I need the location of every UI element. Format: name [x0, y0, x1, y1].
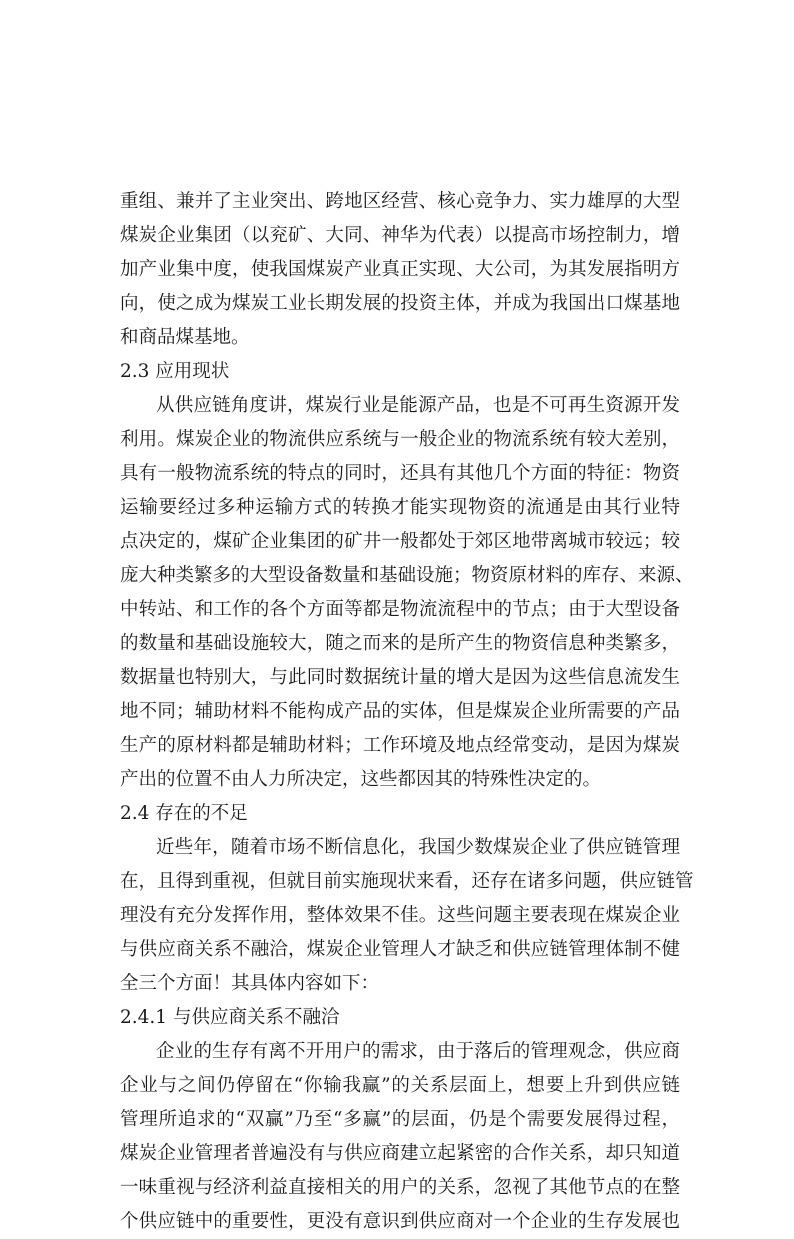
text-line: 从供应链角度讲，煤炭行业是能源产品，也是不可再生资源开发 [156, 395, 680, 416]
paragraph-consolidation [120, 185, 680, 355]
paragraph-application-status [120, 389, 694, 797]
text-line: 全三个方面！其具体内容如下： [120, 973, 380, 994]
paragraph-shortcomings [120, 831, 694, 1001]
text-line: 与供应商关系不融洽，煤炭企业管理人才缺乏和供应链管理体制不健 [120, 939, 680, 960]
text-line: 加产业集中度，使我国煤炭产业真正实现、大公司，为其发展指明方 [120, 259, 680, 280]
text-line: 管理所追求的“双赢”乃至“多赢”的层面，仍是个需要发展得过程， [120, 1109, 680, 1130]
text-line: 企业的生存有离不开用户的需求，由于落后的管理观念，供应商 [156, 1041, 680, 1062]
text-line: 产出的位置不由人力所决定，这些都因其的特殊性决定的。 [120, 769, 602, 790]
text-line: 庞大种类繁多的大型设备数量和基础设施；物资原材料的库存、来源、 [120, 565, 694, 586]
text-line: 煤炭企业集团（以兖矿、大同、神华为代表）以提高市场控制力，增 [120, 225, 680, 246]
text-line: 中转站、和工作的各个方面等都是物流流程中的节点；由于大型设备 [120, 599, 680, 620]
text-line: 利用。煤炭企业的物流供应系统与一般企业的物流系统有较大差别， [120, 429, 680, 450]
text-line: 煤炭企业管理者普遍没有与供应商建立起紧密的合作关系，却只知道 [120, 1143, 680, 1164]
section-heading-2-4-1: 2.4.1 与供应商关系不融洽 [120, 1007, 340, 1028]
text-line: 一味重视与经济利益直接相关的用户的关系，忽视了其他节点的在整 [120, 1177, 680, 1198]
document-body [120, 185, 694, 1239]
text-line: 理没有充分发挥作用，整体效果不佳。这些问题主要表现在煤炭企业 [120, 905, 680, 926]
paragraph-supplier-relations [120, 1035, 680, 1239]
text-line: 运输要经过多种运输方式的转换才能实现物资的流通是由其行业特 [120, 497, 680, 518]
section-heading-2-4: 2.4 存在的不足 [120, 803, 248, 824]
text-line: 重组、兼并了主业突出、跨地区经营、核心竞争力、实力雄厚的大型 [120, 191, 680, 212]
text-line: 数据量也特别大，与此同时数据统计量的增大是因为这些信息流发生 [120, 667, 680, 688]
text-line: 和商品煤基地。 [120, 327, 250, 348]
text-line: 企业与之间仍停留在“你输我赢”的关系层面上，想要上升到供应链 [120, 1075, 680, 1096]
text-line: 个供应链中的重要性，更没有意识到供应商对一个企业的生存发展也 [120, 1211, 680, 1232]
text-line: 向，使之成为煤炭工业长期发展的投资主体，并成为我国出口煤基地 [120, 293, 680, 314]
text-line: 的数量和基础设施较大，随之而来的是所产生的物资信息种类繁多， [120, 633, 680, 654]
text-line: 具有一般物流系统的特点的同时，还具有其他几个方面的特征：物资 [120, 463, 680, 484]
section-heading-2-3: 2.3 应用现状 [120, 361, 230, 382]
text-line: 生产的原材料都是辅助材料；工作环境及地点经常变动，是因为煤炭 [120, 735, 680, 756]
text-line: 点决定的，煤矿企业集团的矿井一般都处于郊区地带离城市较远；较 [120, 531, 680, 552]
text-line: 近些年，随着市场不断信息化，我国少数煤炭企业了供应链管理 [156, 837, 680, 858]
text-line: 在，且得到重视，但就目前实施现状来看，还存在诸多问题，供应链管 [120, 871, 694, 892]
text-line: 地不同；辅助材料不能构成产品的实体，但是煤炭企业所需要的产品 [120, 701, 680, 722]
